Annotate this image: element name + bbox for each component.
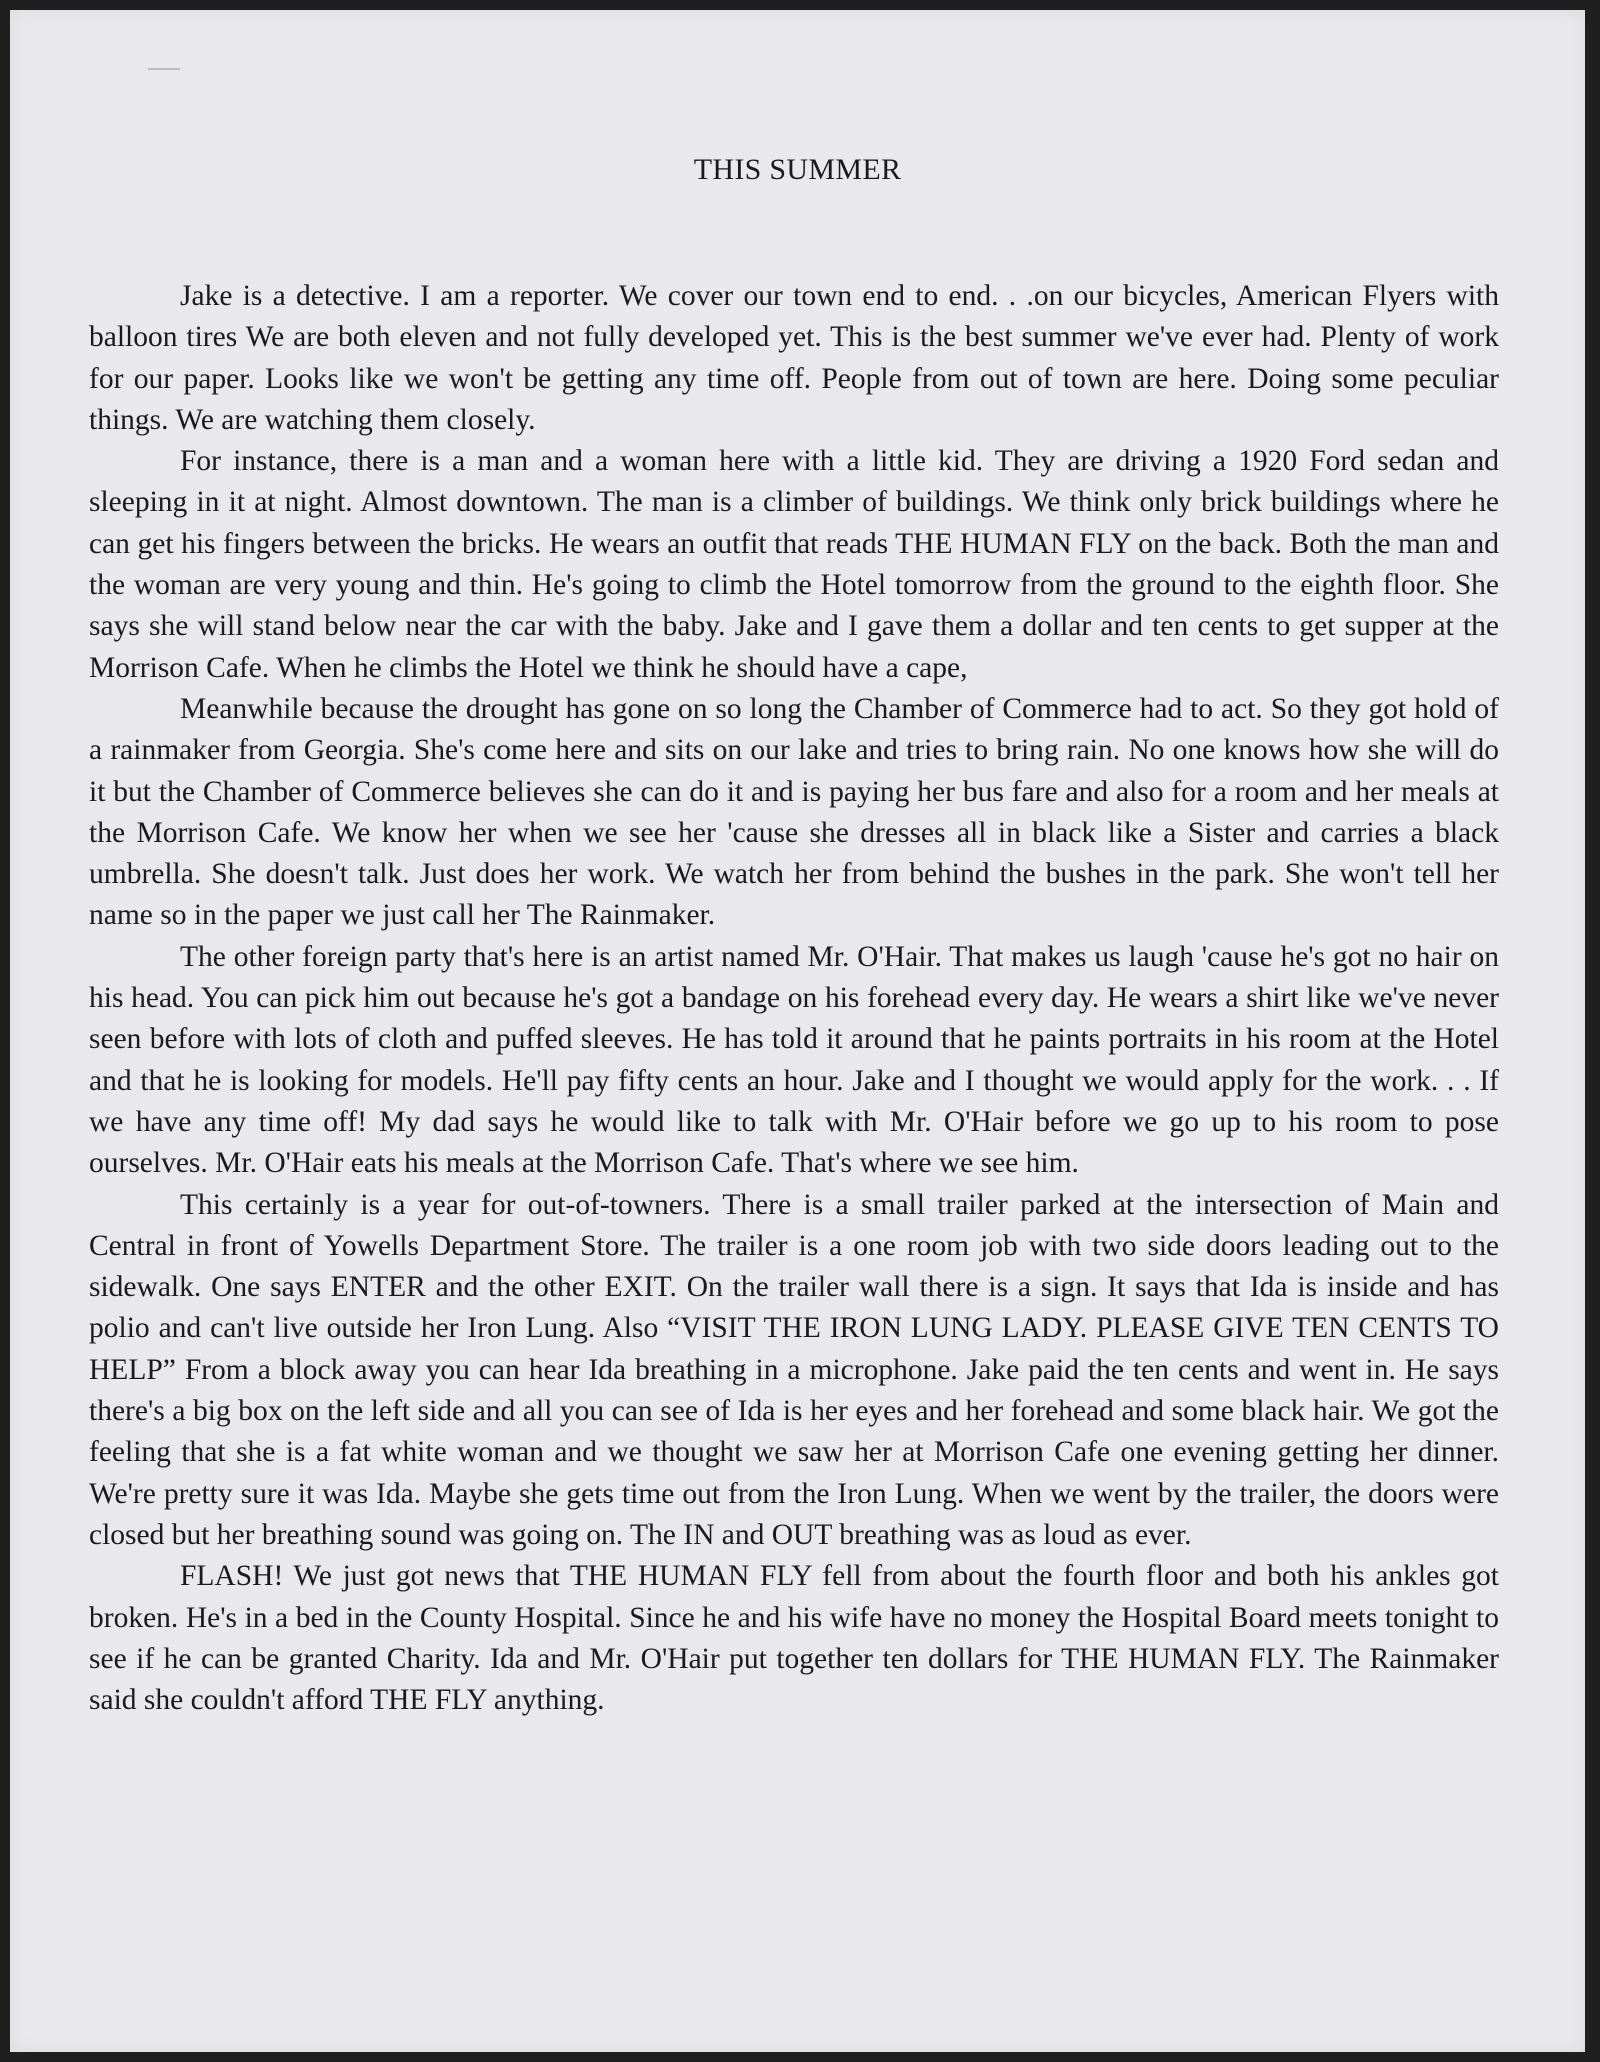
document-body (89, 276, 1499, 1721)
paragraph-6: FLASH! We just got news that THE HUMAN FLY fell from about the fourth floor and both his ankles got broken. He's in a bed in the County Hospital. Since he and his wife have no money the Hospital Board meets tonight to see if he can be granted Charity. Ida and Mr. O'Hair put together ten dollars for THE HUMAN FLY. The Rainmaker said she couldn't afford THE FLY anything. (89, 1560, 1499, 1717)
paragraph-1: Jake is a detective. I am a reporter. We cover our town end to end. . .on our bicycles, American Flyers with balloon tires We are both eleven and not fully developed yet. This is the best summer we've ever had. Plenty of work for our paper. Looks like we won't be getting any time off. People from out of town are here. Doing some peculiar things. We are watching them closely. (89, 280, 1499, 436)
paragraph-3: Meanwhile because the drought has gone on so long the Chamber of Commerce had to act. So they got hold of a rainmaker from Georgia. She's come here and sits on our lake and tries to bring rain. No one knows how she will do it but the Chamber of Commerce believes she can do it and is paying her bus fare and also for a room and her meals at the Morrison Cafe. We know her when we see her 'cause she dresses all in black like a Sister and carries a black umbrella. She doesn't talk. Just does her work. We watch her from behind the bushes in the park. She won't tell her name so in the paper we just call her The Rainmaker. (89, 692, 1499, 932)
paragraph-2: For instance, there is a man and a woman here with a little kid. They are driving a 1920 Ford sedan and sleeping in it at night. Almost downtown. The man is a climber of buildings. We think only brick buildings where he can get his fingers between the bricks. He wears an outfit that reads THE HUMAN FLY on the back. Both the man and the woman are very young and thin. He's going to climb the Hotel tomorrow from the ground to the eighth floor. She says she will stand below near the car with the baby. Jake and I gave them a dollar and ten cents to get supper at the Morrison Cafe. When he climbs the Hotel we think he should have a cape, (89, 445, 1499, 684)
paragraph-5: This certainly is a year for out-of-towners. There is a small trailer parked at the intersection of Main and Central in front of Yowells Department Store. The trailer is a one room job with two side doors leading out to the sidewalk. One says ENTER and the other EXIT. On the trailer wall there is a sign. It says that Ida is inside and has polio and can't live outside her Iron Lung. Also “VISIT THE IRON LUNG LADY. PLEASE GIVE TEN CENTS TO HELP” From a block away you can hear Ida breathing in a microphone. Jake paid the ten cents and went in. He says there's a big box on the left side and all you can see of Ida is her eyes and her forehead and some black hair. We got the feeling that she is a fat white woman and we thought we saw her at Morrison Cafe one evening getting her dinner. We're pretty sure it was Ida. Maybe she gets time out from the Iron Lung. When we went by the trailer, the doors were closed but her breathing sound was going on. The IN and OUT breathing was as loud as ever. (89, 1188, 1499, 1551)
document-page (10, 10, 1585, 2052)
page-title: THIS SUMMER (693, 153, 902, 186)
pencil-mark (148, 68, 180, 70)
paragraph-4: The other foreign party that's here is an artist named Mr. O'Hair. That makes us laugh 'cause he's got no hair on his head. You can pick him out because he's got a bandage on his forehead every day. He wears a shirt like we've never seen before with lots of cloth and puffed sleeves. He has told it around that he paints portraits in his room at the Hotel and that he is looking for models. He'll pay fifty cents an hour. Jake and I thought we would apply for the work. . . If we have any time off! My dad says he would like to talk with Mr. O'Hair before we go up to his room to pose ourselves. Mr. O'Hair eats his meals at the Morrison Cafe. That's where we see him. (89, 940, 1499, 1180)
